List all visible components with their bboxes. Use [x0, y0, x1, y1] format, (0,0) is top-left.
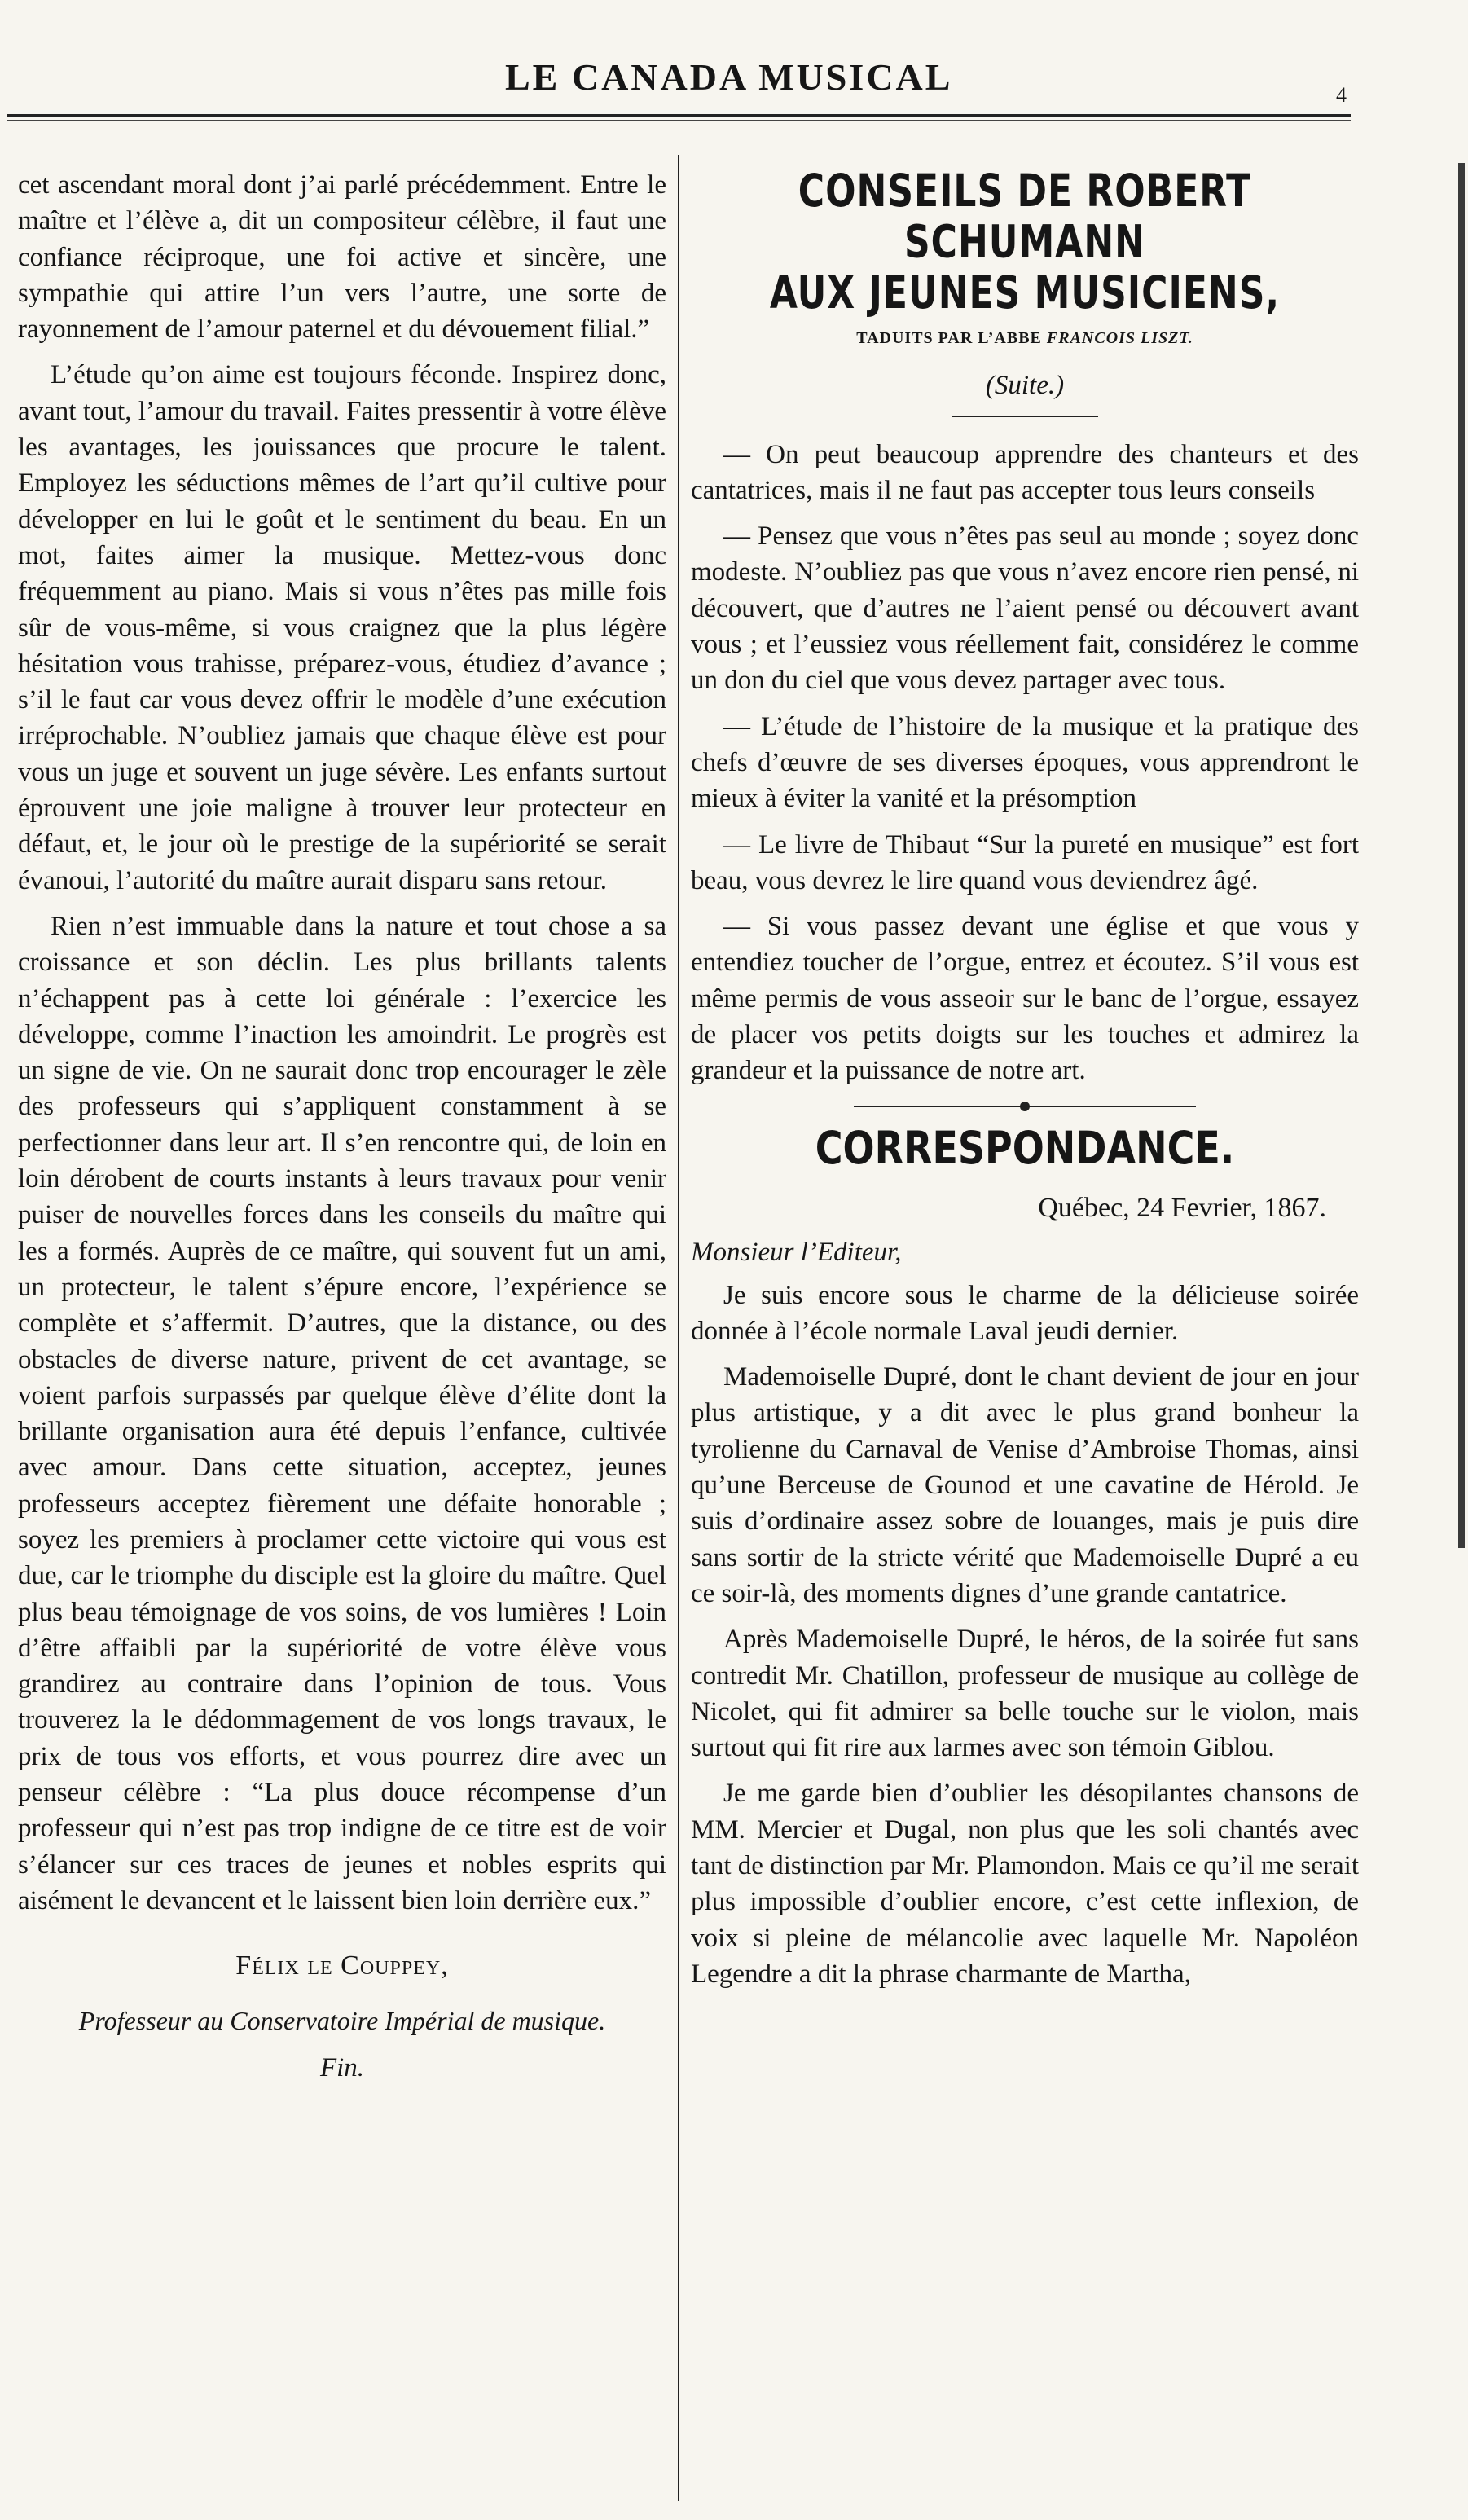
paragraph: Après Mademoiselle Dupré, le héros, de la soirée fut sans contredit Mr. Chatillon, professeur de musique au collège de Nicolet, qui fit admirer sa belle touche sur le violon, mais surtout qui fit rire aux larmes avec son témoin Giblou. — [691, 1625, 1359, 1763]
page-edge-shadow — [1458, 163, 1465, 1548]
translator-name: FRANCOIS LISZT. — [1046, 329, 1193, 347]
continuation-note: (Suite.) — [985, 371, 1065, 401]
column-divider — [678, 155, 679, 2501]
ornament-rule — [854, 1106, 1196, 1107]
left-column — [18, 167, 666, 2096]
header-rule — [7, 114, 1351, 121]
signature-name: Félix le Couppey, — [235, 1950, 449, 1981]
translator-credit — [691, 320, 1359, 356]
page-header — [0, 33, 1468, 106]
signature-role: Professeur au Conservatoire Impérial de musique. — [78, 2005, 606, 2035]
article-title — [691, 166, 1359, 319]
article-title-line: CONSEILS DE ROBERT SCHUMANN — [798, 165, 1252, 269]
right-column — [691, 167, 1359, 2002]
paragraph: Je me garde bien d’oublier les désopilantes chansons de MM. Mercier et Dugal, non plus que les soli chantés avec tant de distinction par Mr. Plamondon. Mais ce qu’il me serait plus impossible d’oublier encore, c’est cette inflexion, de voix si pleine de mélancolie avec laquelle Mr. Napoléon Legendre a dit la phrase charmante de Martha, — [691, 1779, 1359, 1989]
paragraph: — Si vous passez devant une église et que vous y entendiez toucher de l’orgue, entrez et écoutez. S’il vous est même permis de vous asseoir sur le banc de l’orgue, essayez de placer vos petits doigts sur les touches et admirez la grandeur et la puissance de notre art. — [691, 912, 1359, 1086]
running-title: LE CANADA MUSICAL — [505, 56, 953, 98]
paragraph: — L’étude de l’histoire de la musique et la pratique des chefs d’œuvre de ses diverses époques, vous apprendront le mieux à éviter la vanité et la présomption — [691, 711, 1359, 814]
article-title-line: AUX JEUNES MUSICIENS, — [769, 267, 1281, 319]
paragraph: Mademoiselle Dupré, dont le chant devient de jour en jour plus artistique, y a dit avec le plus grand bonheur la tyrolienne du Carnaval de Venise d’Ambroise Thomas, ainsi qu’une Berceuse de Gounod et une cavatine de Hérold. Je suis d’ordinaire assez sobre de louanges, mais je puis dire sans sortir de la stricte vérité que Mademoiselle Dupré a eu ce soir-là, des moments dignes d’une grande cantatrice. — [691, 1362, 1359, 1608]
dateline: Québec, 24 Fevrier, 1867. — [1038, 1192, 1326, 1223]
paragraph: Je suis encore sous le charme de la délicieuse soirée donnée à l’école normale Laval jeudi dernier. — [691, 1280, 1359, 1346]
paragraph: — On peut beaucoup apprendre des chanteurs et des cantatrices, mais il ne faut pas accepter tous leurs conseils — [691, 439, 1359, 505]
section-rule — [952, 416, 1098, 417]
paragraph: — Pensez que vous n’êtes pas seul au monde ; soyez donc modeste. N’oubliez pas que vous n’avez encore rien pensé, ni découvert, que d’autres ne l’aient pensé ou découvert avant vous ; et l’eussiez vous réellement fait, considérez le comme un don du ciel que vous devez partager avec tous. — [691, 521, 1359, 696]
paragraph: cet ascendant moral dont j’ai parlé précédemment. Entre le maître et l’élève a, dit un compositeur célèbre, il faut une confiance réciproque, une foi active et sincère, une sympathie qui attire l’un vers l’autre, une sorte de rayonnement de l’amour paternel et du dévouement filial.” — [18, 170, 666, 345]
end-marker: Fin. — [319, 2052, 365, 2082]
translator-prefix: TADUITS PAR L’ABBE — [856, 329, 1042, 347]
page-number: 4 — [1336, 83, 1347, 107]
correspondance-title: CORRESPONDANCE. — [815, 1121, 1235, 1175]
paragraph: — Le livre de Thibaut “Sur la pureté en musique” est fort beau, vous devrez le lire quand vous deviendrez âgé. — [691, 829, 1359, 895]
ornament-dot — [1020, 1102, 1030, 1111]
paragraph: Rien n’est immuable dans la nature et tout chose a sa croissance et son déclin. Les plus brillants talents n’échappent pas à cette loi générale : l’exercice les développe, comme l’inaction les amoindrit. Le progrès est un signe de vie. On ne saurait donc trop encourager le zèle des professeurs qui s’appliquent constamment à se perfectionner dans leur art. Il s’en rencontre qui, de loin en loin dérobent de courts instants à leurs travaux pour venir puiser de nouvelles forces dans les conseils du maître qui les a formés. Auprès de ce maître, qui souvent fut un ami, un protecteur, le talent s’épure encore, l’expérience se complète et s’affermit. D’autres, que la distance, ou des obstacles de diverse nature, privent de cet avantage, se voient parfois surpassés par quelque élève d’élite dont la brillante organisation aura été depuis l’enfance, cultivée avec amour. Dans cette situation, acceptez, jeunes professeurs acceptez fièrement une défaite honorable ; soyez les premiers à proclamer cette victoire qui vous est due, car le triomphe du disciple est la gloire du maître. Quel plus beau témoignage de vos soins, de vos lumières ! Loin d’être affaibli par la supériorité de votre élève vous grandirez au contraire dans l’opinion de tous. Vous trouverez la le dédommagement de vos longs travaux, le prix de tous vos efforts, et vous pourrez dire avec un penseur célèbre : “La plus douce récompense d’un professeur qui n’est pas trop indigne de ce titre est de voir s’élancer sur ces traces de jeunes et nobles esprits qui aisément le devancent et le laissent bien loin derrière eux.” — [18, 911, 666, 1915]
salutation: Monsieur l’Editeur, — [691, 1238, 902, 1268]
paragraph: L’étude qu’on aime est toujours féconde. Inspirez donc, avant tout, l’amour du travail. Faites pressentir à votre élève les avantages, les jouissances que procure le talent. Employez les séductions mêmes de l’art qu’il cultive pour développer en lui le goût et le sentiment du beau. En un mot, faites aimer la musique. Mettez-vous donc fréquemment au piano. Mais si vous n’êtes pas mille fois sûr de vous-même, si vous craignez que la plus légère hésitation vous trahisse, préparez-vous, étudiez d’avance ; s’il le faut car vous devez offrir le modèle d’une exécution irréprochable. N’oubliez jamais que chaque élève est pour vous un juge et souvent un juge sévère. Les enfants surtout éprouvent une joie maligne à trouver leur protecteur en défaut, et, le jour où le prestige de la supériorité se serait évanoui, l’autorité du maître aurait disparu sans retour. — [18, 360, 666, 895]
